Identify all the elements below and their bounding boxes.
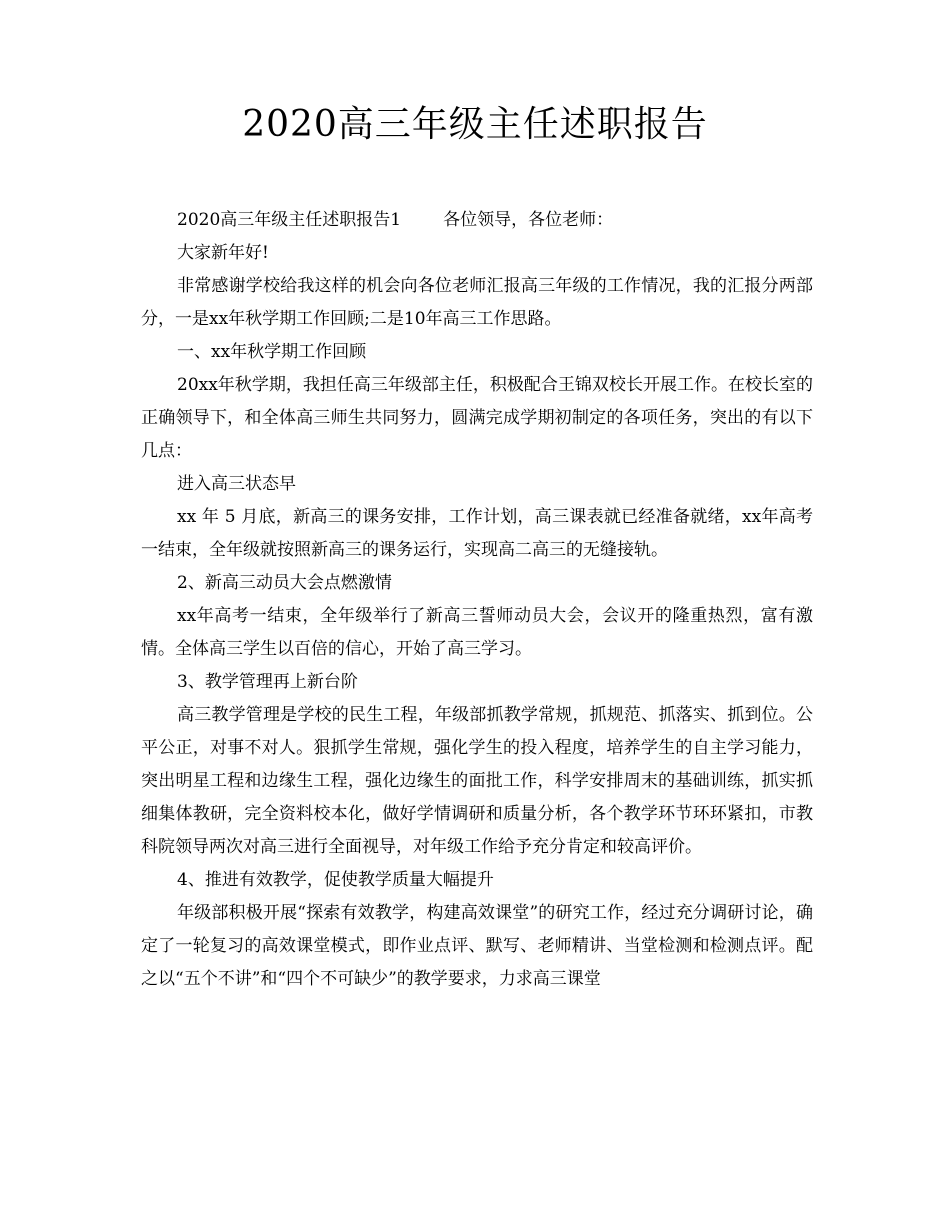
section-heading-review: 一、xx年秋学期工作回顾 [177, 342, 367, 362]
paragraph-effective-teaching: 年级部积极开展“探索有效教学，构建高效课堂”的研究工作，经过充分调研讨论，确定了一轮复习的高效课堂模式，即作业点评、默写、老师精讲、当堂检测和检测点评。配之以“五个不讲”和“四个不可缺少”的教学要求，力求高三课堂 [141, 903, 813, 989]
document-body [141, 204, 813, 996]
paragraph-management: 高三教学管理是学校的民生工程，年级部抓教学常规，抓规范、抓落实、抓到位。公平公正，对事不对人。狠抓学生常规，强化学生的投入程度，培养学生的自主学习能力，突出明星工程和边缘生工程，强化边缘生的面批工作，科学安排周末的基础训练，抓实抓细集体教研，完全资料校本化，做好学情调研和质量分析，各个教学环节环环紧扣，市教科院领导两次对高三进行全面视导，对年级工作给予充分肯定和较高评价。 [141, 705, 813, 857]
point-heading-management: 3、教学管理再上新台阶 [177, 672, 358, 692]
greeting: 各位领导，各位老师： [443, 210, 614, 230]
paragraph-intro-line [141, 204, 813, 237]
point-heading-effective-teaching: 4、推进有效教学，促使教学质量大幅提升 [177, 870, 494, 890]
point-heading-mobilization: 2、新高三动员大会点燃激情 [177, 573, 392, 593]
paragraph-new-year: 大家新年好! [177, 243, 269, 263]
point-heading-early-start: 进入高三状态早 [177, 474, 296, 494]
paragraph-mobilization: xx年高考一结束，全年级举行了新高三誓师动员大会，会议开的隆重热烈，富有激情。全体高三学生以百倍的信心，开始了高三学习。 [141, 606, 813, 659]
paragraph-early-start: xx 年 5 月底，新高三的课务安排，工作计划，高三课表就已经准备就绪，xx年高考一结束，全年级就按照新高三的课务运行，实现高二高三的无缝接轨。 [141, 507, 813, 560]
report-heading-inline: 2020高三年级主任述职报告1 [177, 210, 402, 230]
document-title: 2020高三年级主任述职报告 [242, 104, 708, 145]
paragraph-thanks: 非常感谢学校给我这样的机会向各位老师汇报高三年级的工作情况，我的汇报分两部分，一是xx年秋学期工作回顾;二是10年高三工作思路。 [141, 276, 813, 329]
paragraph-autumn-semester: 20xx年秋学期，我担任高三年级部主任，积极配合王锦双校长开展工作。在校长室的正确领导下，和全体高三师生共同努力，圆满完成学期初制定的各项任务，突出的有以下几点： [141, 375, 813, 461]
